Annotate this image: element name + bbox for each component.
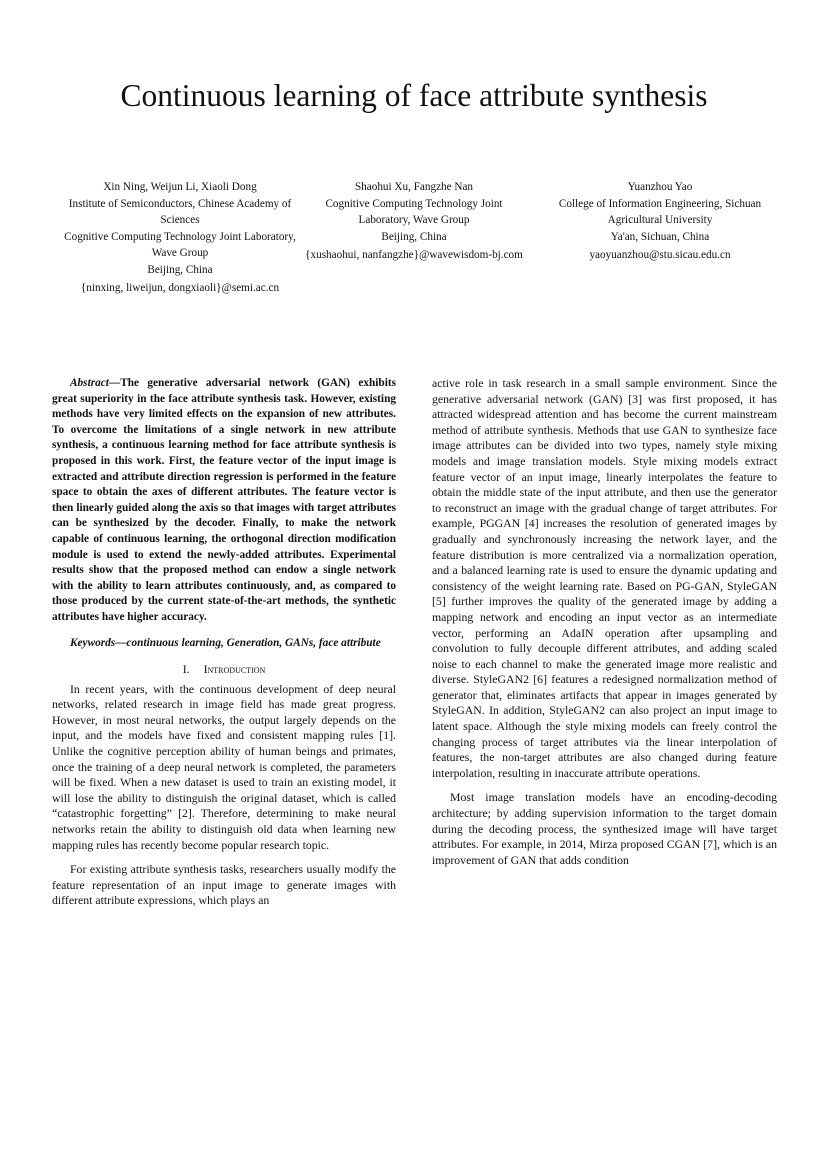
abstract-text: The generative adversarial network (GAN) exhibits great superiority in the face attribute synthesis task. However, existing methods have very limited effects on the expansion of new attributes. To overcome the limitations of a single network in new attribute synthesis, a continuous learning method for face attribute synthesis is proposed in this work. First, the feature vector of the input image is extracted and attribute direction regression is performed in the feature space to obtain the axes of different attributes. The feature vector is then linearly guided along the axis so that images with target attributes can be synthesized by the decoder. Finally, to make the network capable of continuous learning, the orthogonal direction modification module is used to extend the newly-added attributes. Experimental results show that the proposed method can endow a single network with the ability to learn attributes continuously, and, as compared to those produced by the current state-of-the-art methods, the synthetic attributes have higher accuracy. — [52, 377, 396, 623]
author-names: Xin Ning, Weijun Li, Xiaoli Dong — [103, 181, 257, 193]
author-location: Beijing, China — [381, 231, 447, 244]
author-block-1 — [52, 180, 308, 298]
abstract-label: Abstract — [70, 377, 109, 389]
author-names: Yuanzhou Yao — [627, 181, 693, 193]
body-paragraph: In recent years, with the continuous development of deep neural networks, related research in image field has made great progress. However, in most neural networks, the output largely depends on the input, and the models have fixed and consistent mapping rules [1]. Unlike the cognitive perception ability of human beings and primates, once the training of a deep neural network is completed, the parameters will be fixed. When a new dataset is used to train an existing model, it will lose the ability to distinguish the original dataset, which is called “catastrophic forgetting” [2]. Therefore, determining to make neural networks retain the ability to distinguish old data when learning new mapping rules has recently become popular research topic. — [52, 681, 396, 852]
keywords-label: Keywords — [70, 636, 116, 649]
keywords-dash: — — [115, 636, 127, 649]
section-number: I. — [182, 662, 190, 677]
author-affiliation: Institute of Semiconductors, Chinese Academy of Sciences — [68, 198, 292, 227]
paper-title: Continuous learning of face attribute synthesis — [120, 78, 708, 113]
section-title: Introduction — [203, 662, 266, 677]
body-paragraph: active role in task research in a small sample environment. Since the generative adversarial network (GAN) [3] was first proposed, it has attracted widespread attention and has become the current mainstream method of attribute synthesis. Methods that use GAN to synthesize face image attributes can be divided into two types, namely style mixing models and image translation models. Style mixing models extract feature vector of an input image, linearly interpolates the feature to obtain the middle state of the input attribute, and then use the generator to reconstruct an image with the gradual change of target attributes. For example, PGGAN [4] increases the resolution of generated images by gradually and synchronously increasing the network layer, and the feature distribution is more centralized via a normalization operation, and a balanced learning rate is used to ensure the dynamic updating and consistency of the weight learning rate. Based on PG-GAN, StyleGAN [5] further improves the quality of the generated image by adding a mapping network and encoding an input vector as an intermediate vector, performing an AdaIN operation after upsampling and convolution to fully decouple different attributes, and adding scaled noise to each channel to make the generated image more realistic and diverse. StyleGAN2 [6] features a redesigned normalization method of generator that, eliminates artifacts that appear in images generated by StyleGAN. In addition, StyleGAN2 can also project an input image to latent space. Although the style mixing models can freely control the changing process of target attributes via the linear interpolation of features, the non-target attributes are also changed during feature interpolation, resulting in inaccurate attribute operations. — [432, 376, 777, 780]
author-affiliation: College of Information Engineering, Sichuan Agricultural University — [558, 198, 762, 227]
author-email: {xushaohui, nanfangzhe}@wavewisdom-bj.com — [305, 248, 523, 261]
keywords-text: continuous learning, Generation, GANs, face attribute — [126, 636, 381, 649]
author-block-2 — [302, 180, 526, 265]
author-affiliation: Cognitive Computing Technology Joint Laboratory, Wave Group — [64, 231, 296, 260]
body-paragraph: Most image translation models have an encoding-decoding architecture; by adding supervision information to the target domain during the decoding process, the synthesized image will have target attributes. For example, in 2014, Mirza proposed CGAN [7], which is an improvement of GAN that adds condition — [432, 790, 777, 867]
right-column — [432, 376, 777, 868]
author-block-3 — [546, 180, 774, 265]
author-location: Ya'an, Sichuan, China — [610, 231, 710, 244]
section-heading-introduction — [52, 662, 396, 678]
author-location: Beijing, China — [147, 264, 213, 277]
author-names: Shaohui Xu, Fangzhe Nan — [354, 181, 474, 193]
abstract-dash: — — [108, 377, 121, 389]
abstract — [52, 376, 396, 626]
author-affiliation: Cognitive Computing Technology Joint Laboratory, Wave Group — [325, 198, 503, 227]
author-email: {ninxing, liweijun, dongxiaoli}@semi.ac.cn — [80, 281, 280, 294]
author-email: yaoyuanzhou@stu.sicau.edu.cn — [589, 248, 731, 261]
body-paragraph: For existing attribute synthesis tasks, researchers usually modify the feature representation of an input image to generate images with different attribute expressions, which plays an — [52, 862, 396, 908]
left-column — [52, 376, 396, 909]
keywords — [52, 636, 396, 652]
